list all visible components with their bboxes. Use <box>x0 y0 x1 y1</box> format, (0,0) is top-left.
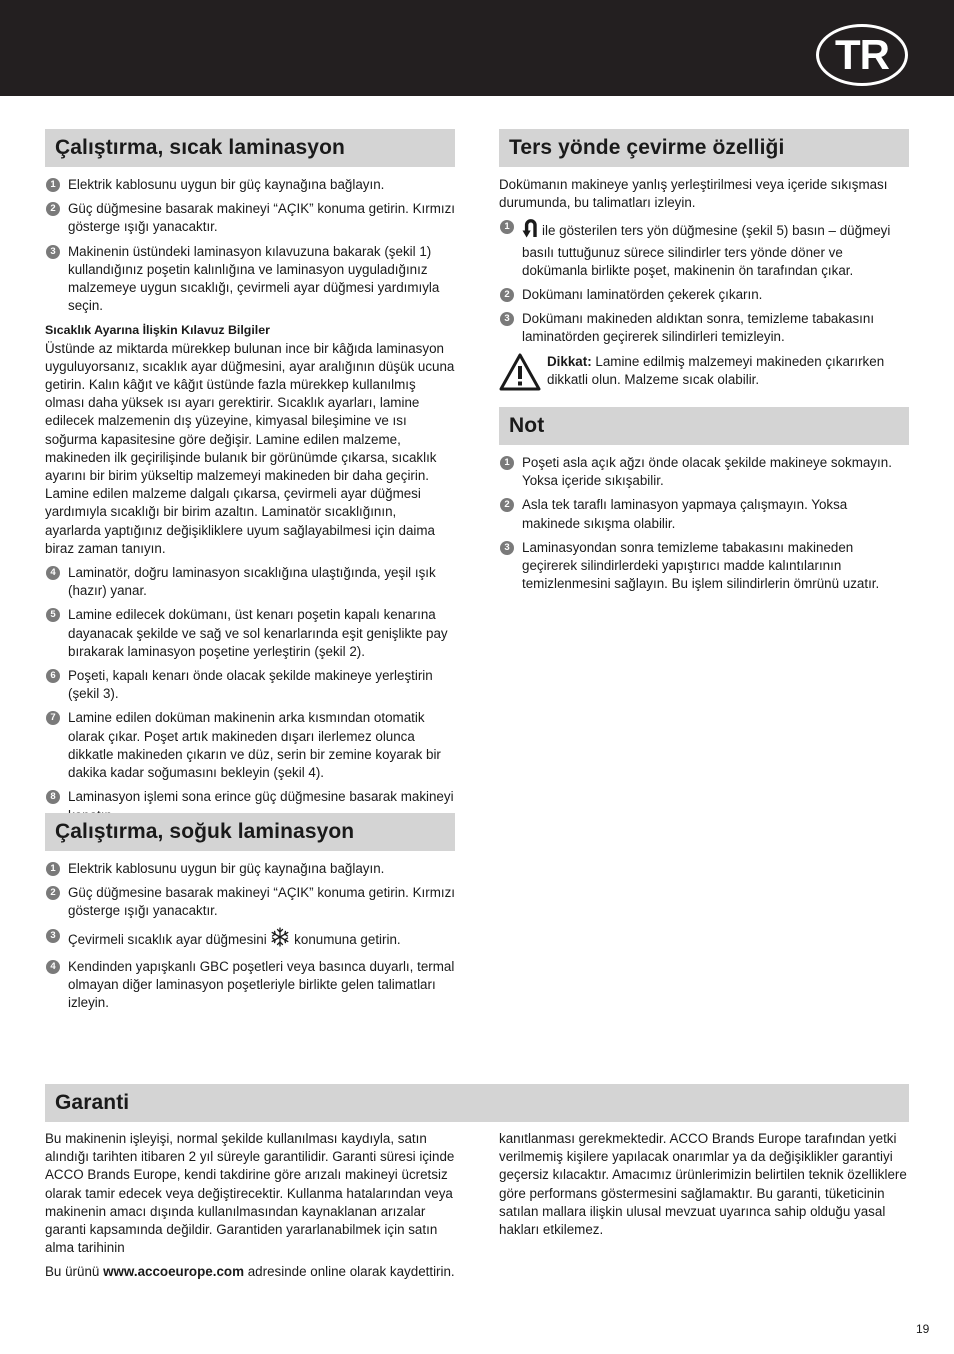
step-number: 1 <box>500 456 514 470</box>
list-item: 1 ile gösterilen ters yön düğmesine (şekil 5) basın – düğmeyi basılı tuttuğunuz sürece silindirler ters yönde döner ve dokümanla birlikte poşet, makinenin ön tarafından çıkar. <box>499 218 909 280</box>
warning-note: Dikkat: Lamine edilmiş malzemeyi makineden çıkarırken dikkatli olun. Malzeme sıcak olabilir. <box>499 353 909 393</box>
section-reverse <box>499 129 909 393</box>
step-number: 3 <box>500 312 514 326</box>
step-number: 2 <box>46 202 60 216</box>
section-cold-lamination <box>45 813 455 1018</box>
step-number: 8 <box>46 790 60 804</box>
list-item: 3 Laminasyondan sonra temizleme tabakasını makineden geçirerek silindirlerdeki yapıştırıcı madde kalıntılarının temizlenmesini sağlayın. Bu işlem silindirlerin ömrünü uzatır. <box>499 539 909 594</box>
step-number: 1 <box>500 220 514 234</box>
list-item: 3 Makinenin üstündeki laminasyon kılavuzuna bakarak (şekil 1) kullandığınız poşetin kalınlığına ve laminasyon uyguladığınız malzemeye uygun sıcaklığı, çevirmeli ayar düğmesi yardımıyla seçin. <box>45 243 455 316</box>
step-number: 3 <box>46 245 60 259</box>
step-number: 3 <box>500 541 514 555</box>
list-item: 1 Elektrik kablosunu uygun bir güç kaynağına bağlayın. <box>45 860 455 878</box>
section-title: Çalıştırma, sıcak laminasyon <box>45 129 455 167</box>
snowflake-icon <box>270 927 290 952</box>
guide-paragraph: Üstünde az miktarda mürekkep bulunan ince bir kâğıda laminasyon uyguluyorsanız, sıcaklık ayar düğmesini, ayar aralığının düşük ucuna getirin. Kalın kâğıt ve kâğıt üstünde fazla mürekkep kullanılmış olması daha yüksek ısı ayarı gerektirir. Sıcaklık ayarları, lamine edilecek malzemenin dış yüzeyine, kimyasal bileşimine ve ısı soğurma kapasitesine göre değişir. Lamine edilen malzeme, makineden ilk geçirilişinde bulanık bir görünümde çıkarsa, sıcaklık ayarını bir birim yükseltip malzemeyi makineden bir daha geçirin. Lamine edilen malzeme dalgalı çıkarsa, çevirmeli ayar düğmesi yardımıyla sıcaklığı bir birim azaltın. Laminatör sıcaklığının, ayarlarda yaptığınız değişikliklere uyum sağlayabilmesi için daima biraz zaman tanıyın. <box>45 340 455 556</box>
section-note <box>499 407 909 599</box>
list-item: 4 Laminatör, doğru laminasyon sıcaklığına ulaştığında, yeşil ışık (hazır) yanar. <box>45 564 455 600</box>
website-link[interactable]: www.accoeurope.com <box>103 1264 244 1280</box>
section-title: Ters yönde çevirme özelliği <box>499 129 909 167</box>
step-number: 1 <box>46 862 60 876</box>
list-item: 6 Poşeti, kapalı kenarı önde olacak şekilde makineye yerleştirin (şekil 3). <box>45 667 455 703</box>
step-number: 1 <box>46 178 60 192</box>
warranty-paragraph: kanıtlanması gerekmektedir. ACCO Brands Europe tarafından yetki verilmemiş kişilere yapılacak onarımlar ya da değişiklikler garantiyi geçersiz kılacaktır. Amacımız ürünlerimizin belirtilen teknik özelliklere göre performans göstermesini sağlamaktır. Bu garanti, tüketicinin satılan mallara ilişkin ulusal mevzuat uyarınca sahip olduğu yasal hakları etkilemez. <box>499 1131 907 1238</box>
list-item: 1 Poşeti asla açık ağzı önde olacak şekilde makineye sokmayın. Yoksa içeride sıkışabilir. <box>499 454 909 490</box>
section-title: Çalıştırma, soğuk laminasyon <box>45 813 455 851</box>
section-title-warranty: Garanti <box>45 1084 909 1122</box>
list-item: 8 Laminasyon işlemi sona erince güç düğmesine basarak makineyi <box>45 788 455 824</box>
step-number: 2 <box>500 498 514 512</box>
list-item: 2 Güç düğmesine basarak makineyi “AÇIK” konuma getirin. Kırmızı gösterge ışığı yanacaktır. <box>45 200 455 236</box>
language-badge: TR <box>816 24 908 86</box>
list-item: 1 Elektrik kablosunu uygun bir güç kaynağına bağlayın. <box>45 176 455 194</box>
step-number: 7 <box>46 711 60 725</box>
step-number: 2 <box>500 288 514 302</box>
warranty-right-column <box>499 1130 909 1239</box>
section-title: Not <box>499 407 909 445</box>
list-item: 7 Lamine edilen doküman makinenin arka kısmından otomatik olarak çıkar. Poşet artık makineden dışarı ilerlemez olunca dikkatle makineden çıkarın ve düz, serin bir zemine koyarak bir dakika kadar soğumasını bekleyin (şekil 4). <box>45 709 455 782</box>
step-number: 4 <box>46 960 60 974</box>
header-band <box>0 0 954 96</box>
list-item: 3 Çevirmeli sıcaklık ayar düğmesini konumuna getirin. <box>45 927 455 952</box>
section-hot-lamination <box>45 129 455 831</box>
reverse-arrow-icon <box>522 218 542 243</box>
page-number: 19 <box>916 1322 930 1336</box>
step-number: 3 <box>46 929 60 943</box>
list-item: 4 Kendinden yapışkanlı GBC poşetleri veya basınca duyarlı, termal olmayan diğer laminasyon poşetleriyle birlikte gelen talimatları izleyin. <box>45 958 455 1013</box>
list-item: 2 Güç düğmesine basarak makineyi “AÇIK” konuma getirin. Kırmızı gösterge ışığı yanacaktır. <box>45 884 455 920</box>
step-number: 4 <box>46 566 60 580</box>
warranty-left-column <box>45 1130 455 1282</box>
step-number: 6 <box>46 669 60 683</box>
list-item: 2 Dokümanı laminatörden çekerek çıkarın. <box>499 286 909 304</box>
list-item: 3 Dokümanı makineden aldıktan sonra, temizleme tabakasını laminatörden geçirerek silindirleri temizleyin. <box>499 310 909 346</box>
register-line: Bu ürünü www.accoeurope.com adresinde online olarak kaydettirin. <box>45 1264 455 1280</box>
warranty-paragraph: Bu makinenin işleyişi, normal şekilde kullanılması kaydıyla, satın alındığı tarihten itibaren 2 yıl süreyle garantilidir. Garanti süresi içinde ACCO Brands Europe, kendi takdirine göre arızalı makineyi ücretsiz olarak tamir edecek veya değiştirecektir. Kullanma hatalarından veya makinenin amacı dışında kullanılmasından kaynaklanan arızalar garanti kapsamında değildir. Garantiden yararlanabilmek için satın alma tarihinin <box>45 1131 455 1256</box>
list-item: 2 Asla tek taraflı laminasyon yapmaya çalışmayın. Yoksa makinede sıkışma olabilir. <box>499 496 909 532</box>
intro-paragraph: Dokümanın makineye yanlış yerleştirilmesi veya içeride sıkışması durumunda, bu talimatları izleyin. <box>499 177 888 211</box>
guide-subheading: Sıcaklık Ayarına İlişkin Kılavuz Bilgiler <box>45 323 270 338</box>
step-number: 5 <box>46 608 60 622</box>
step-number: 2 <box>46 886 60 900</box>
warning-triangle-icon <box>499 353 541 396</box>
list-item: 5 Lamine edilecek dokümanı, üst kenarı poşetin kapalı kenarına dayanacak şekilde ve sağ ve sol kenarlarında eşit genişlikte pay bırakarak laminasyon poşetine yerleştirin (şekil 2). <box>45 606 455 661</box>
